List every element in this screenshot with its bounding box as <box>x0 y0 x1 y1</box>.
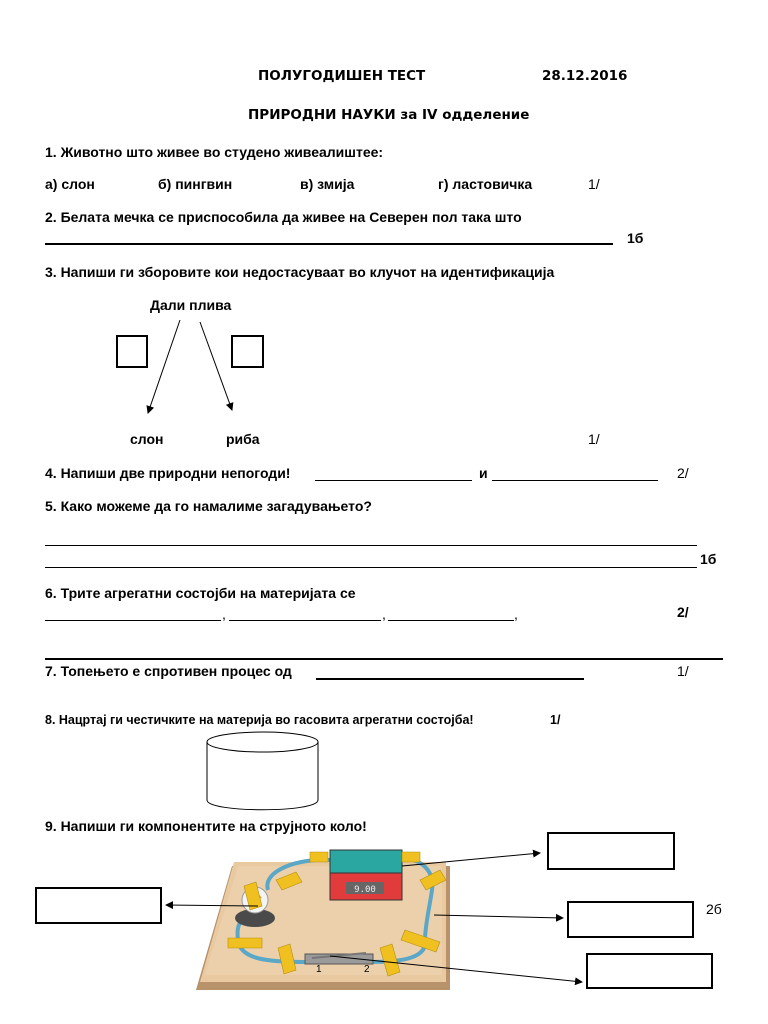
battery-label: 9.00 <box>354 885 376 895</box>
q3-right-label: риба <box>226 431 260 447</box>
test-date: 28.12.2016 <box>542 68 628 84</box>
arrow-to-wire-box <box>434 915 563 918</box>
switch-label-1: 1 <box>316 964 322 975</box>
q5-points: 1б <box>700 551 717 567</box>
question-5: 5. Како можеме да го намалиме загадувањето? <box>45 498 372 514</box>
q4-points: 2/ <box>677 465 689 481</box>
question-7: 7. Топењето е спротивен процес од <box>45 663 292 679</box>
question-3: 3. Напиши ги зборовите кои недостасуваат во клучот на идентификација <box>45 264 555 280</box>
test-title: ПОЛУГОДИШЕН ТЕСТ <box>258 68 426 84</box>
q1-option-a: а) слон <box>45 176 95 192</box>
q1-points: 1/ <box>588 176 600 192</box>
q1-option-d: г) ластовичка <box>438 176 533 192</box>
q6-points: 2/ <box>677 604 689 620</box>
q3-points: 1/ <box>588 431 600 447</box>
question-4: 4. Напиши две природни непогоди! <box>45 465 291 481</box>
q8-points: 1/ <box>550 713 561 727</box>
arrow-to-lamp-box <box>166 905 258 906</box>
question-8: 8. Нацртај ги честичките на материја во гасовита агрегатни состојба! <box>45 713 474 727</box>
q4-and: и <box>479 465 488 481</box>
question-6: 6. Трите агрегатни состојби на материјата се <box>45 585 356 601</box>
switch-label-2: 2 <box>364 964 370 975</box>
question-9: 9. Напиши ги компонентите на струјното коло! <box>45 818 367 834</box>
q3-key-question: Дали плива <box>150 297 232 313</box>
q3-left-label: слон <box>130 431 164 447</box>
test-subject: ПРИРОДНИ НАУКИ за IV одделение <box>248 107 530 123</box>
q2-points: 1б <box>627 230 644 246</box>
q1-option-c: в) змија <box>300 176 355 192</box>
q9-points: 2б <box>706 901 722 917</box>
q7-points: 1/ <box>677 663 689 679</box>
arrow-to-battery-box <box>402 853 540 866</box>
arrow-to-switch-box <box>330 956 582 982</box>
q1-option-b: б) пингвин <box>158 176 233 192</box>
question-2: 2. Белата мечка се приспособила да живее на Северен пол така што <box>45 209 522 225</box>
question-1: 1. Животно што живее во студено живеалиштее: <box>45 144 384 160</box>
